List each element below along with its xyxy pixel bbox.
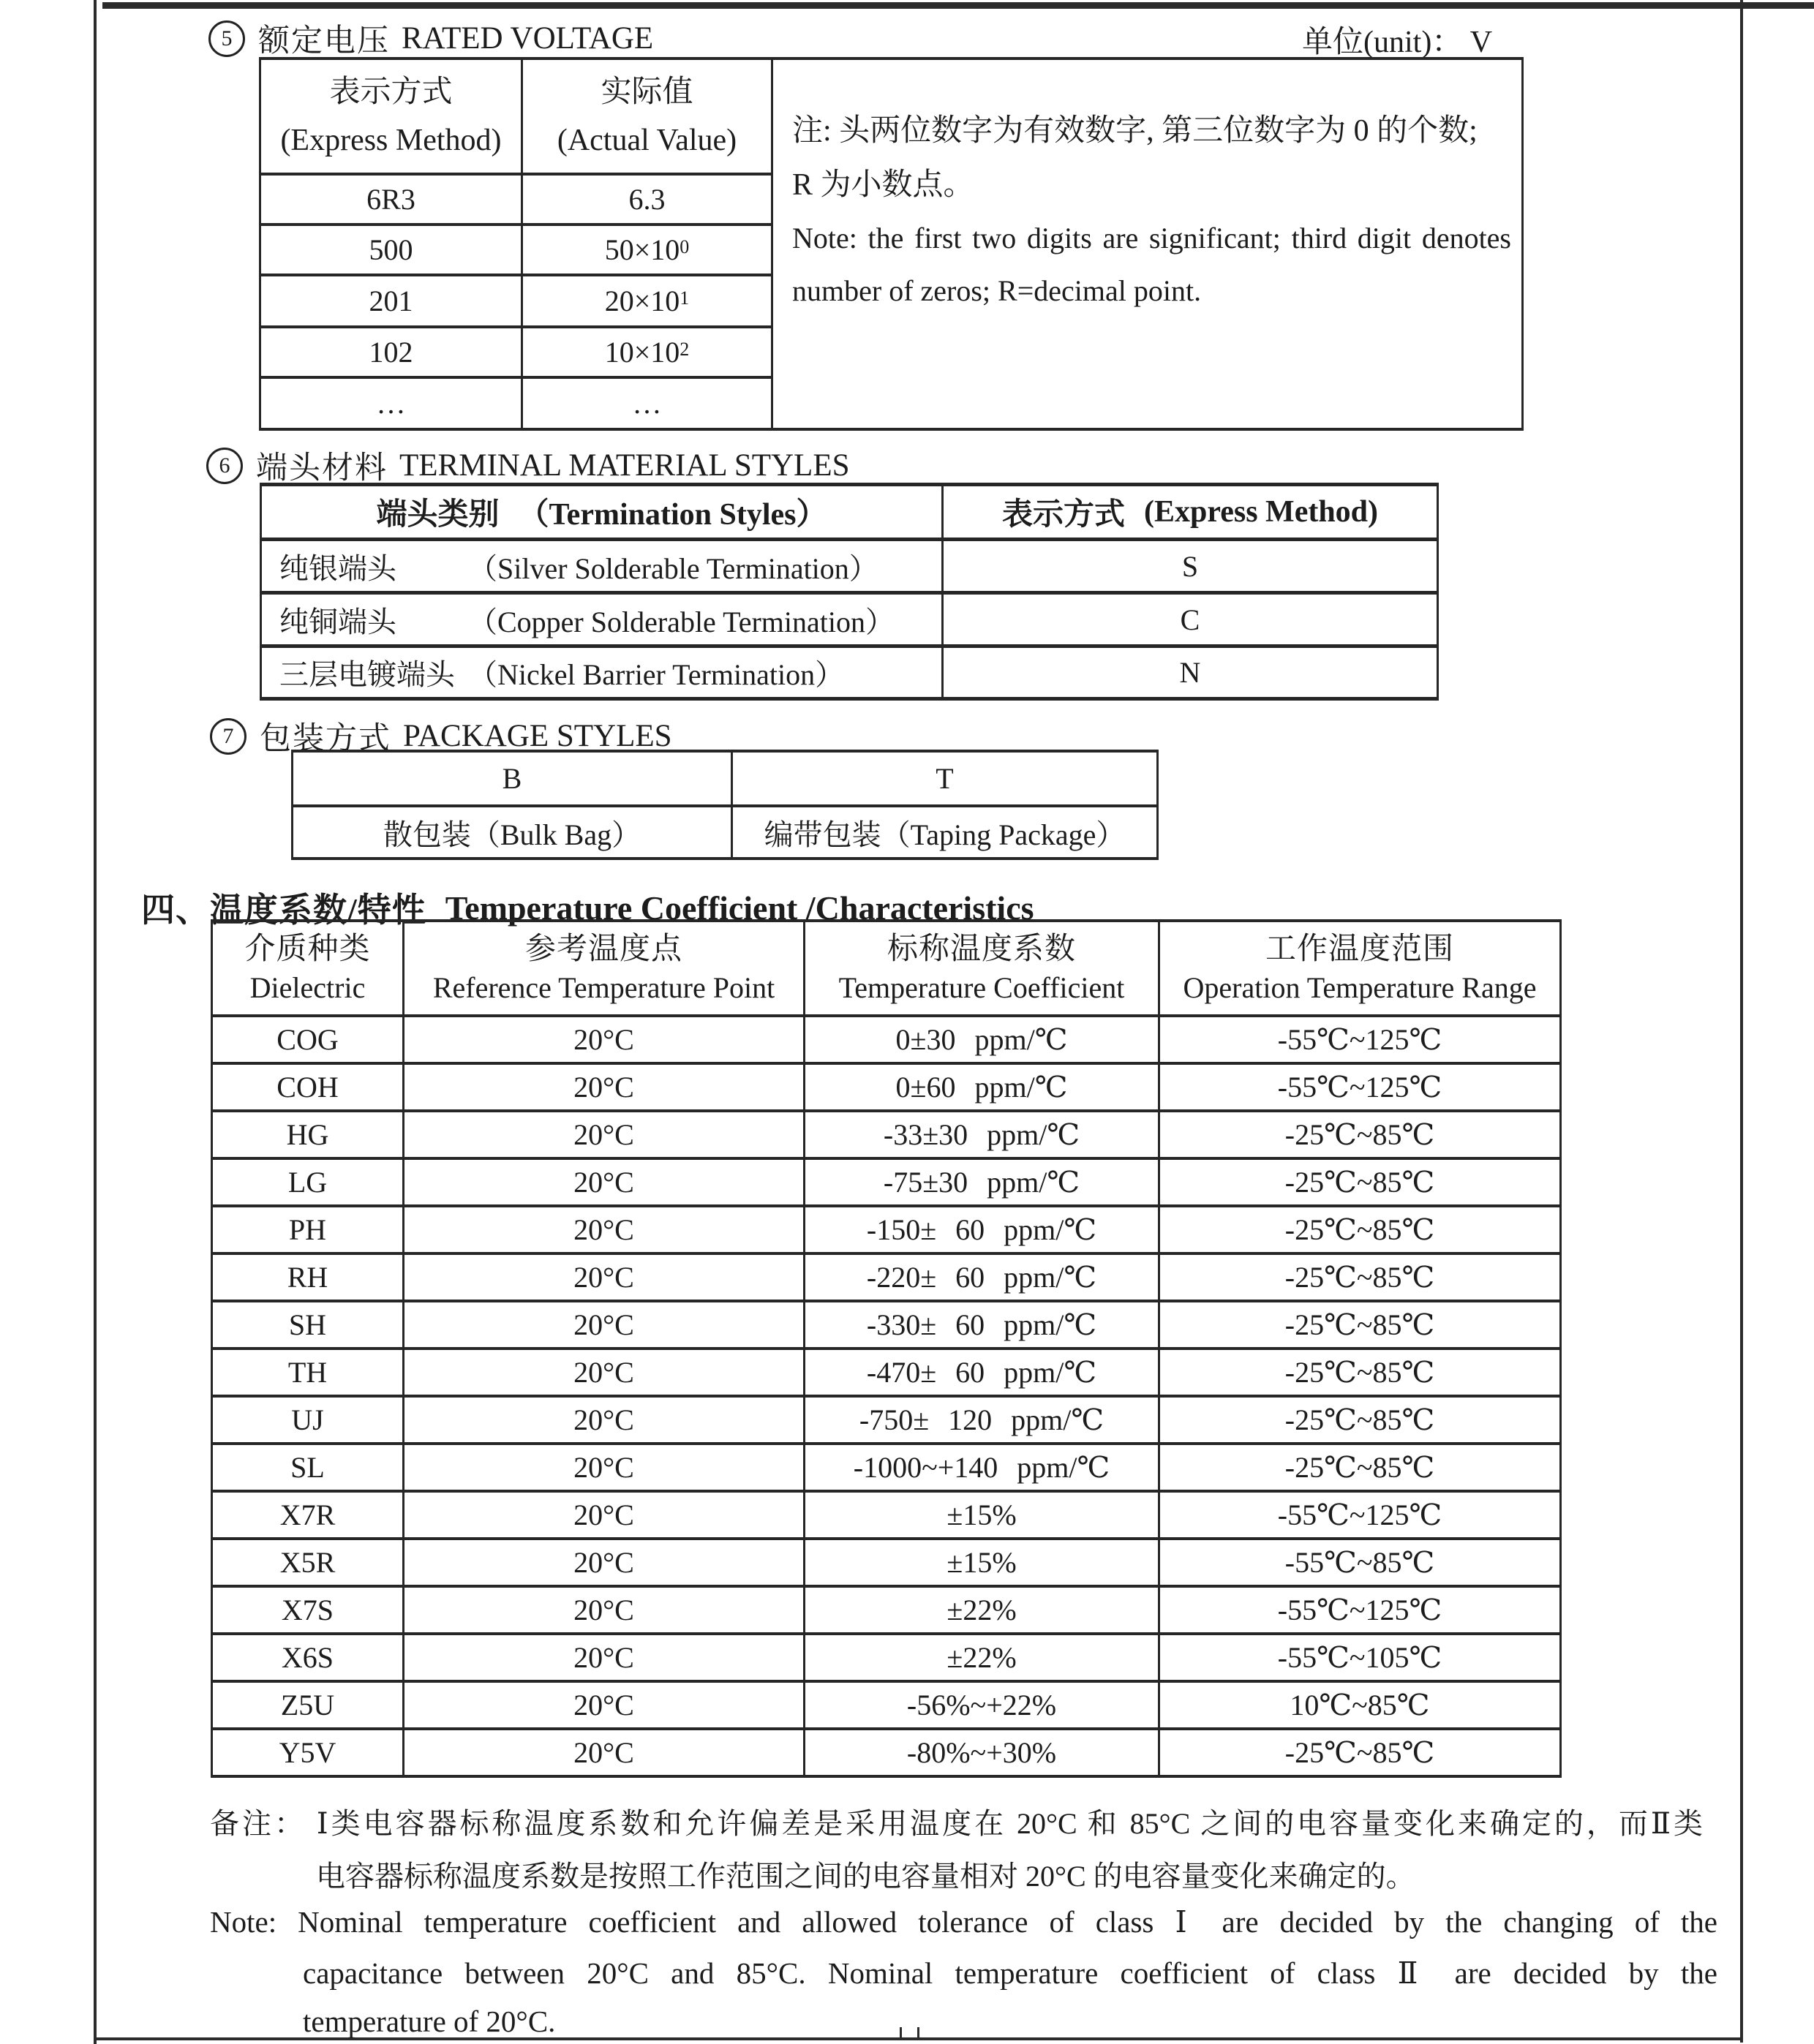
section7-title-en: PACKAGE STYLES	[403, 719, 672, 753]
termination-zh: 三层电镀端头	[279, 658, 455, 691]
dielectric-cell: TH	[213, 1350, 404, 1398]
dielectric-cell: X7S	[213, 1588, 404, 1635]
dielectric-cell: HG	[213, 1112, 404, 1160]
operation-range-cell: -25℃~85℃	[1160, 1730, 1562, 1778]
section6-number: 6	[219, 453, 230, 478]
section5-heading	[208, 16, 653, 61]
temp-coefficient-cell: -470± 60 ppm/℃	[805, 1350, 1160, 1398]
page-border-left	[94, 0, 97, 2044]
header-en: (Express Method)	[280, 124, 502, 158]
reference-temp-cell: 20°C	[404, 1350, 805, 1398]
note-zh-line2: R 为小数点。	[792, 168, 974, 202]
temp-coefficient-cell: -56%~+22%	[805, 1683, 1160, 1730]
section7-title-zh: 包装方式	[260, 722, 391, 756]
reference-temp-cell: 20°C	[404, 1493, 805, 1540]
operation-range-cell: -55℃~105℃	[1160, 1635, 1562, 1683]
package-desc-taping: 编带包装（Taping Package）	[733, 807, 1159, 860]
actual-value-header	[523, 60, 773, 176]
header-en: (Express Method)	[1143, 495, 1379, 529]
header-en: Reference Temperature Point	[432, 970, 775, 1004]
section5-number-badge	[208, 20, 245, 57]
note-en-line1: Note: Nominal temperature coefficient and allowed tolerance of class Ⅰ are decided by the changing of the	[210, 1905, 1717, 1939]
section7-number-badge	[210, 718, 246, 755]
temp-coefficient-cell: -33±30 ppm/℃	[805, 1112, 1160, 1160]
note-en-line2: capacitance between 20°C and 85°C. Nominal temperature coefficient of class Ⅱ are decided by the	[303, 1956, 1717, 1990]
reference-temp-cell: 20°C	[404, 1065, 805, 1112]
value-base: 6.3	[628, 183, 666, 216]
reference-temperature-header	[404, 922, 805, 1017]
dielectric-cell: X6S	[213, 1635, 404, 1683]
section4-title-zh: 四、温度系数/特性	[141, 891, 426, 929]
voltage-code-cell: 102	[261, 328, 523, 379]
header-zh: 实际值	[601, 75, 693, 109]
operation-range-cell: -55℃~125℃	[1160, 1493, 1562, 1540]
termination-en: （Copper Solderable Termination）	[468, 605, 895, 638]
temp-coefficient-cell: -750± 120 ppm/℃	[805, 1398, 1160, 1445]
value-base: …	[632, 387, 662, 420]
reference-temp-cell: 20°C	[404, 1017, 805, 1065]
reference-temp-cell: 20°C	[404, 1683, 805, 1730]
express-method-header	[261, 60, 523, 176]
header-zh: 表示方式	[1001, 498, 1125, 532]
voltage-value-cell: 50×10 $^0$	[523, 226, 773, 276]
header-en: Operation Temperature Range	[1183, 970, 1537, 1004]
operation-range-cell: -25℃~85℃	[1160, 1112, 1562, 1160]
note-zh-line1: 注: 头两位数字为有效数字, 第三位数字为 0 的个数;	[792, 114, 1478, 148]
dielectric-cell: COH	[213, 1065, 404, 1112]
operation-range-cell: -25℃~85℃	[1160, 1302, 1562, 1350]
termination-en: （Silver Solderable Termination）	[468, 551, 878, 585]
termination-styles-header	[262, 486, 944, 541]
dielectric-cell: Z5U	[213, 1683, 404, 1730]
termination-code-cell: N	[944, 648, 1439, 701]
temp-coefficient-cell: -80%~+30%	[805, 1730, 1160, 1778]
express-method-header	[944, 486, 1439, 541]
temp-coefficient-cell: -1000~+140 ppm/℃	[805, 1445, 1160, 1493]
value-base: 20×10	[604, 284, 680, 317]
temp-coefficient-cell: -150± 60 ppm/℃	[805, 1207, 1160, 1255]
header-zh: 工作温度范围	[1265, 932, 1454, 967]
dielectric-cell: SH	[213, 1302, 404, 1350]
header-zh: 介质种类	[244, 932, 371, 967]
dielectric-cell: UJ	[213, 1398, 404, 1445]
voltage-code-cell: 6R3	[261, 176, 523, 226]
section6-number-badge	[206, 448, 243, 484]
note-en-line3: temperature of 20°C.	[303, 2005, 556, 2038]
binder-tick-right	[917, 2027, 919, 2039]
unit-label: 单位(unit)： V	[1302, 26, 1493, 59]
section5-number: 5	[221, 26, 233, 50]
package-code-t: T	[733, 753, 1159, 807]
operation-range-cell: -25℃~85℃	[1160, 1160, 1562, 1207]
operation-range-cell: -55℃~85℃	[1160, 1540, 1562, 1588]
dielectric-cell: X5R	[213, 1540, 404, 1588]
remark-zh-line2: 电容器标称温度系数是按照工作范围之间的电容量相对 20°C 的电容量变化来确定的。	[316, 1860, 1415, 1893]
section4-title-en: Temperature Coefficient /Characteristics	[445, 889, 1034, 927]
reference-temp-cell: 20°C	[404, 1112, 805, 1160]
binder-tick-left	[900, 2027, 902, 2039]
reference-temp-cell: 20°C	[404, 1302, 805, 1350]
operation-range-cell: 10℃~85℃	[1160, 1683, 1562, 1730]
rated-voltage-note	[773, 60, 1524, 431]
dielectric-cell: PH	[213, 1207, 404, 1255]
terminal-material-table	[260, 483, 1439, 701]
dielectric-cell: RH	[213, 1255, 404, 1302]
temp-coefficient-cell: -220± 60 ppm/℃	[805, 1255, 1160, 1302]
termination-en: （Nickel Barrier Termination）	[468, 658, 845, 691]
operation-range-cell: -25℃~85℃	[1160, 1398, 1562, 1445]
operation-range-cell: -25℃~85℃	[1160, 1207, 1562, 1255]
header-zh: 标称温度系数	[887, 932, 1076, 967]
header-zh: 端头类别	[376, 498, 500, 532]
note-en: Note: the first two digits are significant; third digit denotes number of zeros; R=decimal point.	[792, 222, 1511, 307]
remark-zh-line1: 备注： Ⅰ类电容器标称温度系数和允许偏差是采用温度在 20°C 和 85°C 之间的电容量变化来确定的，而Ⅱ类	[210, 1807, 1703, 1840]
voltage-code-cell: 500	[261, 226, 523, 276]
package-code-b: B	[293, 753, 733, 807]
reference-temp-cell: 20°C	[404, 1445, 805, 1493]
operation-range-cell: -25℃~85℃	[1160, 1350, 1562, 1398]
operation-range-header	[1160, 922, 1562, 1017]
reference-temp-cell: 20°C	[404, 1255, 805, 1302]
value-base: 10×10	[604, 336, 680, 369]
dielectric-cell: LG	[213, 1160, 404, 1207]
operation-range-cell: -55℃~125℃	[1160, 1065, 1562, 1112]
reference-temp-cell: 20°C	[404, 1540, 805, 1588]
section7-number: 7	[222, 723, 234, 748]
termination-zh: 纯铜端头	[279, 605, 396, 638]
termination-zh: 纯银端头	[279, 551, 396, 585]
termination-cell	[262, 648, 944, 701]
header-en: （Termination Styles）	[518, 498, 827, 532]
operation-range-cell: -25℃~85℃	[1160, 1255, 1562, 1302]
reference-temp-cell: 20°C	[404, 1207, 805, 1255]
reference-temp-cell: 20°C	[404, 1730, 805, 1778]
rated-voltage-table	[259, 57, 1524, 431]
voltage-value-cell: 10×10 $^2$	[523, 328, 773, 379]
temperature-coefficient-header	[805, 922, 1160, 1017]
temp-coefficient-cell: ±15%	[805, 1493, 1160, 1540]
temp-coefficient-cell: -330± 60 ppm/℃	[805, 1302, 1160, 1350]
page-border-right	[1740, 0, 1743, 2043]
voltage-code-cell: …	[261, 379, 523, 431]
header-en: (Actual Value)	[557, 124, 737, 158]
header-zh: 表示方式	[329, 75, 453, 109]
dielectric-cell: COG	[213, 1017, 404, 1065]
reference-temp-cell: 20°C	[404, 1398, 805, 1445]
page-border-top	[102, 2, 1814, 9]
temp-coefficient-cell: ±22%	[805, 1588, 1160, 1635]
operation-range-cell: -55℃~125℃	[1160, 1588, 1562, 1635]
voltage-value-cell	[523, 379, 773, 431]
temp-coefficient-cell: 0±30 ppm/℃	[805, 1017, 1160, 1065]
section6-title-en: TERMINAL MATERIAL STYLES	[399, 448, 850, 483]
temp-coefficient-cell: ±22%	[805, 1635, 1160, 1683]
termination-cell	[262, 595, 944, 648]
dielectric-cell: Y5V	[213, 1730, 404, 1778]
termination-cell	[262, 541, 944, 595]
value-base: 50×10	[604, 233, 680, 266]
temp-coefficient-cell: -75±30 ppm/℃	[805, 1160, 1160, 1207]
section6-title-zh: 端头材料	[256, 451, 388, 486]
temperature-coefficient-table	[211, 919, 1562, 1778]
temp-coefficient-cell: 0±60 ppm/℃	[805, 1065, 1160, 1112]
termination-code-cell: C	[944, 595, 1439, 648]
header-en: Temperature Coefficient	[838, 970, 1125, 1004]
package-styles-table	[291, 750, 1159, 860]
section5-title-zh: 额定电压	[258, 24, 390, 59]
dielectric-cell: SL	[213, 1445, 404, 1493]
termination-code-cell: S	[944, 541, 1439, 595]
voltage-value-cell	[523, 176, 773, 226]
reference-temp-cell: 20°C	[404, 1635, 805, 1683]
temp-coefficient-cell: ±15%	[805, 1540, 1160, 1588]
operation-range-cell: -25℃~85℃	[1160, 1445, 1562, 1493]
voltage-code-cell: 201	[261, 276, 523, 328]
voltage-value-cell: 20×10 $^1$	[523, 276, 773, 328]
dielectric-header	[213, 922, 404, 1017]
operation-range-cell: -55℃~125℃	[1160, 1017, 1562, 1065]
dielectric-cell: X7R	[213, 1493, 404, 1540]
section6-heading	[206, 443, 850, 488]
reference-temp-cell: 20°C	[404, 1588, 805, 1635]
reference-temp-cell: 20°C	[404, 1160, 805, 1207]
header-zh: 参考温度点	[524, 932, 682, 967]
section5-title-en: RATED VOLTAGE	[402, 21, 654, 56]
package-desc-bulk: 散包装（Bulk Bag）	[293, 807, 733, 860]
header-en: Dielectric	[249, 970, 366, 1004]
